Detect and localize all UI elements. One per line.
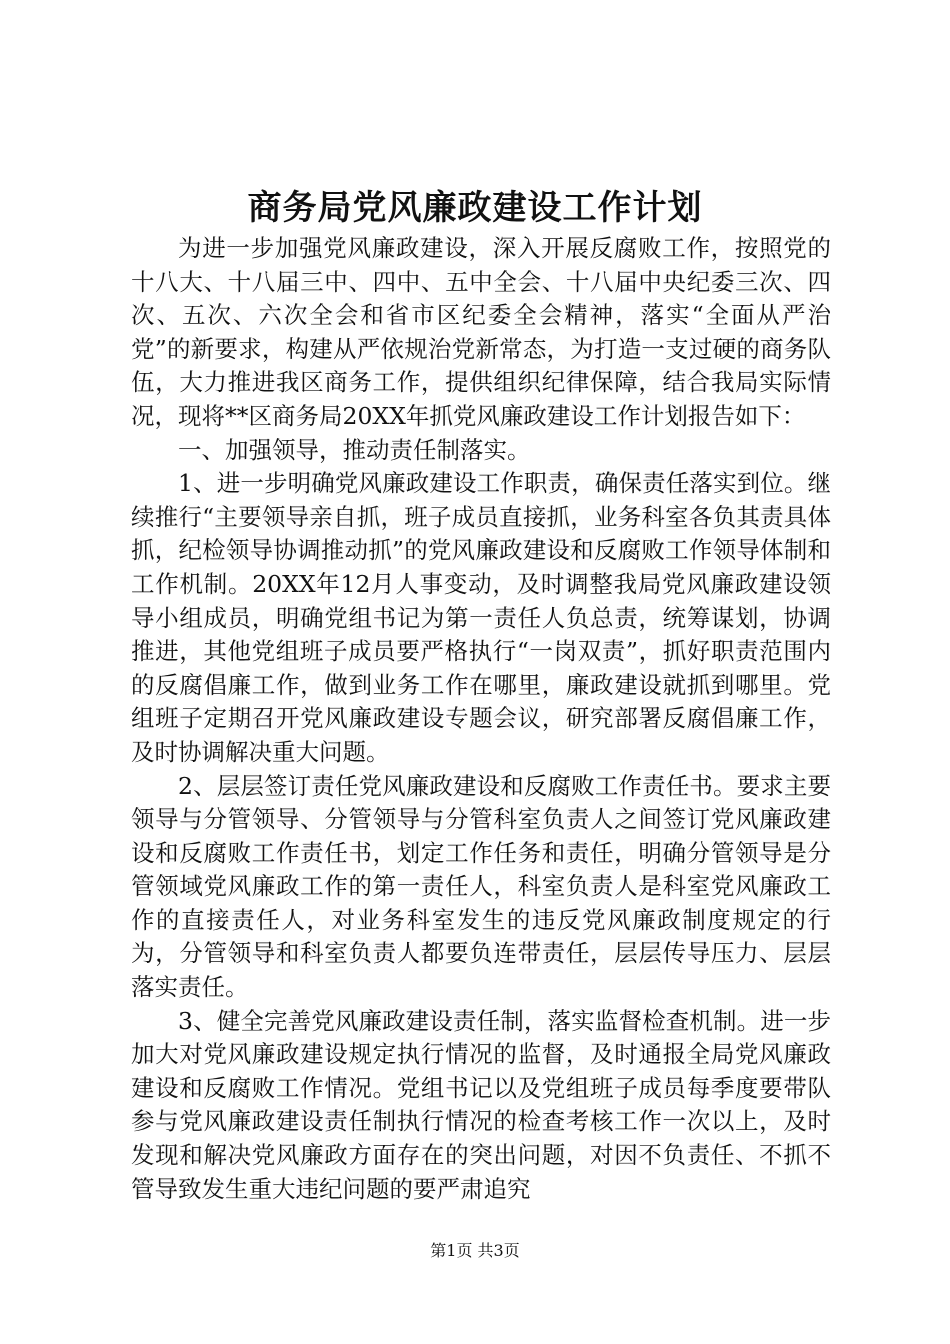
item-1-paragraph: 1、进一步明确党风廉政建设工作职责，确保责任落实到位。继续推行“主要领导亲自抓，班子成员直接抓，业务科室各负其责具体抓，纪检领导协调推动抓”的党风廉政建设和反腐败工作领导体制和工作机制。20XX年12月人事变动，及时调整我局党风廉政建设领导小组成员，明确党组书记为第一责任人负总责，统筹谋划，协调推进，其他党组班子成员要严格执行“一岗双责”，抓好职责范围内的反腐倡廉工作，做到业务工作在哪里，廉政建设就抓到哪里。党组班子定期召开党风廉政建设专题会议，研究部署反腐倡廉工作，及时协调解决重大问题。 <box>131 469 831 766</box>
section-heading: 一、加强领导，推动责任制落实。 <box>178 435 531 464</box>
page-number-footer: 第1页 共3页 <box>430 1241 520 1260</box>
document-title: 商务局党风廉政建设工作计划 <box>247 188 703 228</box>
document-body <box>131 232 831 1206</box>
item-2-paragraph: 2、层层签订责任党风廉政建设和反腐败工作责任书。要求主要领导与分管领导、分管领导与分管科室负责人之间签订党风廉政建设和反腐败工作责任书，划定工作任务和责任，明确分管领导是分管领域党风廉政工作的第一责任人，科室负责人是科室党风廉政工作的直接责任人，对业务科室发生的违反党风廉政制度规定的行为，分管领导和科室负责人都要负连带责任，层层传导压力、层层落实责任。 <box>131 771 831 1002</box>
item-3-paragraph: 3、健全完善党风廉政建设责任制，落实监督检查机制。进一步加大对党风廉政建设规定执行情况的监督，及时通报全局党风廉政建设和反腐败工作情况。党组书记以及党组班子成员每季度要带队参与党风廉政建设责任制执行情况的检查考核工作一次以上，及时发现和解决党风廉政方面存在的突出问题，对因不负责任、不抓不管导致发生重大违纪问题的要严肃追究 <box>131 1006 831 1203</box>
intro-paragraph: 为进一步加强党风廉政建设，深入开展反腐败工作，按照党的十八大、十八届三中、四中、五中全会、十八届中央纪委三次、四次、五次、六次全会和省市区纪委全会精神，落实“全面从严治党”的新要求，构建从严依规治党新常态，为打造一支过硬的商务队伍，大力推进我区商务工作，提供组织纪律保障，结合我局实际情况，现将**区商务局20XX年抓党风廉政建设工作计划报告如下： <box>131 234 831 430</box>
